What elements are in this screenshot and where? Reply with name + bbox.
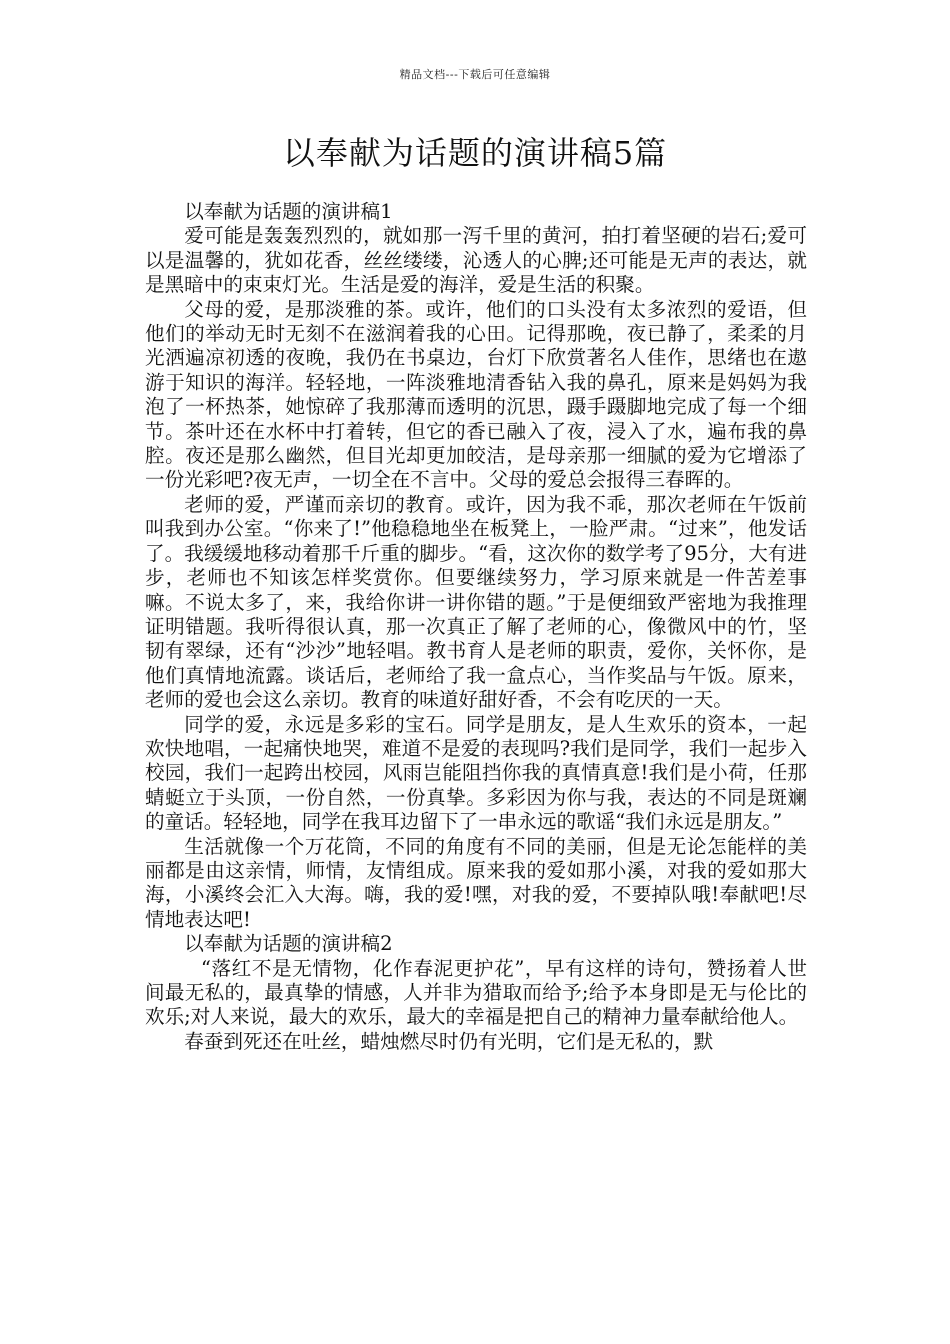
paragraph: “落红不是无情物，化作春泥更护花”，早有这样的诗句，赞扬着人世间最无私的，最真挚的情感，人并非为猎取而给予;给予本身即是无与伦比的欢乐;对人来说，最大的欢乐，最大的幸福是把自己的精神力量奉献给他人。 xyxy=(145,956,807,1029)
paragraph: 同学的爱，永远是多彩的宝石。同学是朋友，是人生欢乐的资本，一起欢快地唱，一起痛快地哭，难道不是爱的表现吗?我们是同学，我们一起步入校园，我们一起跨出校园，风雨岂能阻挡你我的真情真意!我们是小荷，任那蜻蜓立于头顶，一份自然，一份真挚。多彩因为你与我，表达的不同是斑斓的童话。轻轻地，同学在我耳边留下了一串永远的歌谣“我们永远是朋友。” xyxy=(145,712,807,834)
paragraph: 春蚕到死还在吐丝，蜡烛燃尽时仍有光明，它们是无私的，默 xyxy=(184,1029,714,1053)
section-heading: 以奉献为话题的演讲稿1 xyxy=(184,200,393,223)
document-body xyxy=(145,200,807,1054)
paragraph: 爱可能是轰轰烈烈的，就如那一泻千里的黄河，拍打着坚硬的岩石;爱可以是温馨的，犹如花香，丝丝缕缕，沁透人的心脾;还可能是无声的表达，就是黑暗中的束束灯光。生活是爱的海洋，爱是生活的积聚。 xyxy=(145,224,807,297)
paragraph: 老师的爱，严谨而亲切的教育。或许，因为我不乖，那次老师在午饭前叫我到办公室。“你来了!”他稳稳地坐在板凳上，一脸严肃。“过来”，他发话了。我缓缓地移动着那千斤重的脚步。“看，这次你的数学考了95分，大有进步，老师也不知该怎样奖赏你。但要继续努力，学习原来就是一件苦差事嘛。不说太多了，来，我给你讲一讲你错的题。”于是便细致严密地为我推理证明错题。我听得很认真，那一次真正了解了老师的心，像微风中的竹，坚韧有翠绿，还有“沙沙”地轻唱。教书育人是老师的职责，爱你，关怀你，是他们真情地流露。谈话后，老师给了我一盒点心，当作奖品与午饭。原来，老师的爱也会这么亲切。教育的味道好甜好香，不会有吃厌的一天。 xyxy=(145,492,807,712)
section-heading: 以奉献为话题的演讲稿2 xyxy=(184,932,393,956)
paragraph: 父母的爱，是那淡雅的茶。或许，他们的口头没有太多浓烈的爱语，但他们的举动无时无刻不在滋润着我的心田。记得那晚，夜已静了，柔柔的月光洒遍凉初透的夜晚，我仍在书桌边，台灯下欣赏著名人佳作，思绪也在遨游于知识的海洋。轻轻地，一阵淡雅地清香钻入我的鼻孔，原来是妈妈为我泡了一杯热茶，她惊碎了我那薄而透明的沉思，蹑手蹑脚地完成了每一个细节。茶叶还在水杯中打着转，但它的香已融入了夜，浸入了水，遍布我的鼻腔。夜还是那么幽然，但目光却更加皎洁，是母亲那一细腻的爱为它增添了一份光彩吧?夜无声，一切全在不言中。父母的爱总会报得三春晖的。 xyxy=(145,297,807,492)
document-title: 以奉献为话题的演讲稿5篇 xyxy=(282,134,668,172)
paragraph: 生活就像一个万花筒，不同的角度有不同的美丽，但是无论怎能样的美丽都是由这亲情，师情，友情组成。原来我的爱如那小溪，对我的爱如那大海，小溪终会汇入大海。嗨，我的爱!嘿，对我的爱，不要掉队哦!奉献吧!尽情地表达吧! xyxy=(145,834,807,931)
page-header: 精品文档---下载后可任意编辑 xyxy=(399,68,551,81)
